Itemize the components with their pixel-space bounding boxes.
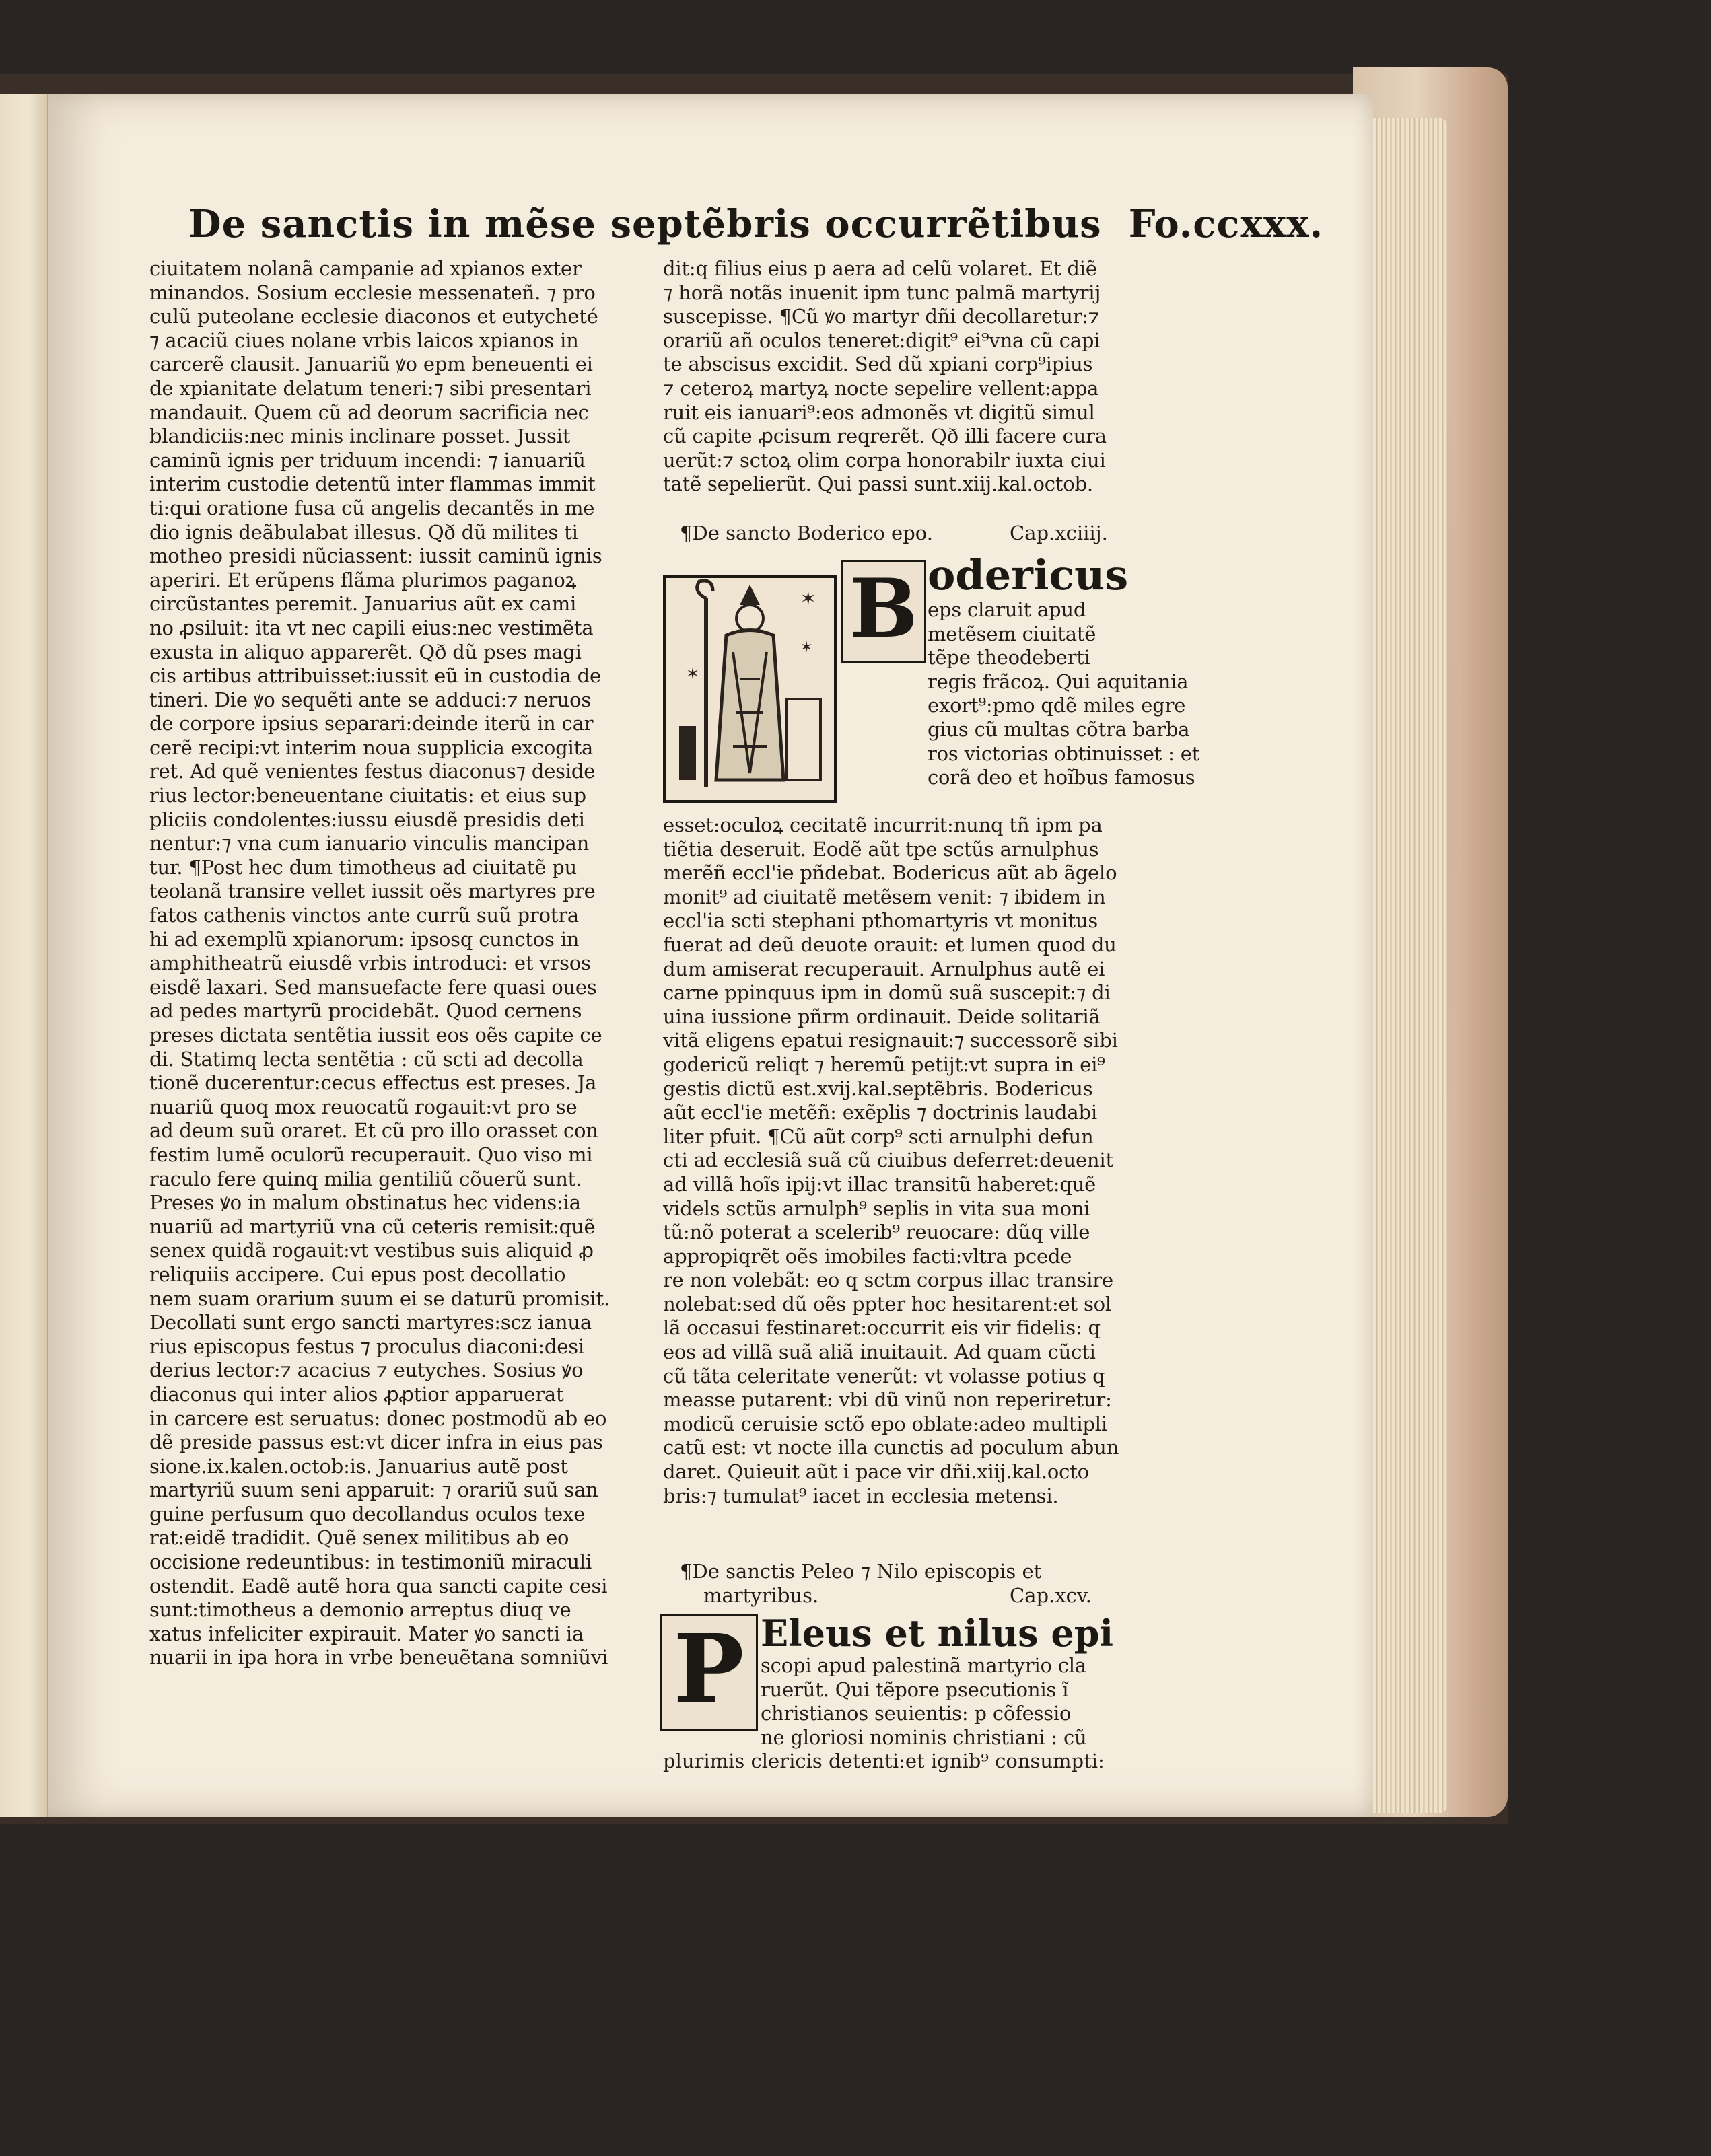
text-line: tionẽ ducerentur:cecus effectus est preses. Ja — [149, 1071, 597, 1095]
text-line: tineri. Die ꝟo sequẽti ante se adduci:⁊ neruos — [149, 688, 592, 711]
text-line: cerẽ recipi:vt interim noua supplicia excogita — [149, 735, 594, 759]
text-line: monit⁹ ad ciuitatẽ metẽsem venit: ⁊ ibidem in — [663, 885, 1106, 908]
text-line: merẽñ eccl'ie pñdebat. Bodericus aũt ab ãgelo — [663, 861, 1117, 885]
text-line: ad deum suũ oraret. Et cũ pro illo orasset con — [149, 1119, 598, 1143]
text-line: nem suam orarium suum ei se daturũ promisit. — [149, 1287, 610, 1310]
text-line: sione.ix.kalen.octob:is. Januarius autẽ post — [149, 1454, 568, 1478]
text-line: preses dictata sentẽtia iussit eos oẽs capite ce — [149, 1023, 602, 1046]
text-line: eps claruit apud — [928, 598, 1086, 621]
text-line: rius episcopus festus ⁊ proculus diaconi:desi — [149, 1334, 584, 1358]
text-line: ruerũt. Qui tẽpore psecutionis ĩ — [761, 1678, 1069, 1701]
text-line: cũ tãta celeritate venerũt: vt volasse potius q — [663, 1364, 1105, 1388]
text-line: ciuitatem nolanã campanie ad xpianos exter — [149, 257, 582, 280]
text-line: suscepisse. ¶Cũ ꝟo martyr dñi decollaretur:⁊ — [663, 305, 1100, 328]
text-line: nuariũ ad martyriũ vna cũ ceteris remisit:quẽ — [149, 1215, 596, 1238]
text-line: esset:oculoꝝ cecitatẽ incurrit:nunq tñ ipm pa — [663, 814, 1103, 836]
text-line: godericũ reliqt ⁊ heremũ petijt:vt supra in ei⁹ — [663, 1052, 1105, 1076]
text-line: orariũ añ oculos teneret:digit⁹ ei⁹vna cũ capi — [663, 328, 1101, 352]
text-line: guine perfusum quo decollandus oculos texe — [149, 1502, 586, 1525]
woodcut-bishop-illustration — [663, 575, 837, 803]
chapter-94-number: Cap.xciiij. — [1010, 522, 1108, 544]
chapter-94-title: ¶De sancto Boderico epo. — [680, 522, 933, 544]
text-line: motheo presidi nũciassent: iussit caminũ ignis — [149, 544, 602, 568]
text-line: fatos cathenis vinctos ante currũ suũ protra — [149, 904, 579, 927]
text-line: measse putarent: vbi dũ vinũ non reperiretur: — [663, 1388, 1112, 1412]
text-line: culũ puteolane ecclesie diaconos et eutycheté — [149, 305, 598, 328]
text-line: corã deo et hoĩbus famosus — [928, 766, 1195, 789]
text-line: te abscisus excidit. Sed dũ xpiani corp⁹ipius — [663, 353, 1093, 376]
text-line: ostendit. Eadẽ autẽ hora qua sancti capite cesi — [149, 1574, 608, 1597]
text-line: festim lumẽ oculorũ recuperauit. Quo viso mi — [149, 1143, 593, 1166]
text-line: cũ capite ꝓcisum reqrerẽt. Qð illi facere cura — [663, 425, 1107, 448]
text-line: ne gloriosi nominis christiani : cũ — [761, 1725, 1087, 1749]
text-line: no ꝓsiluit: ita vt nec capili eius:nec vestimẽta — [149, 616, 594, 639]
svg-text:✶: ✶ — [686, 664, 700, 683]
text-line: dit:q filius eius p aera ad celũ volaret. Et diẽ — [663, 257, 1097, 280]
text-line: re non volebãt: eo q sctm corpus illac transire — [663, 1268, 1113, 1292]
text-line: carne ppinquus ipm in domũ suã suscepit:⁊ di — [663, 981, 1111, 1005]
text-line: catũ est: vt nocte illa cunctis ad poculum abun — [663, 1436, 1119, 1460]
text-line: reliquiis accipere. Cui epus post decollatio — [149, 1262, 566, 1286]
text-line: christianos seuientis: p cõfessio — [761, 1702, 1072, 1725]
right-text-column-top — [663, 257, 1161, 497]
text-line: di. Statimq lecta sentẽtia : cũ scti ad decolla — [149, 1047, 584, 1071]
right-text-column-middle — [663, 814, 1161, 1508]
text-line: videls sctũs arnulph⁹ seplis in vita sua moni — [663, 1196, 1090, 1220]
text-beside-initial-P — [761, 1654, 1164, 1750]
text-line: cti ad ecclesiã suã cũ ciuibus deferret:deuenit — [663, 1149, 1113, 1172]
text-line: tẽpe theodeberti — [928, 646, 1090, 670]
text-line: tũ:nõ poterat a scelerib⁹ reuocare: dũq ville — [663, 1221, 1090, 1244]
text-line: hi ad exemplũ xpianorum: ipsosq cunctos in — [149, 927, 580, 951]
text-line: gestis dictũ est.xvij.kal.septẽbris. Bodericus — [663, 1077, 1093, 1100]
text-line: eisdẽ laxari. Sed mansuefacte fere quasi oues — [149, 975, 597, 999]
text-beside-woodcut — [928, 598, 1200, 790]
text-line: carcerẽ clausit. Januariũ ꝟo epm beneuenti ei — [149, 353, 593, 376]
left-page-edge — [0, 94, 48, 1817]
text-line: occisione redeuntibus: in testimoniũ miraculi — [149, 1550, 592, 1574]
text-line: cis artibus attribuisset:iussit eũ in custodia de — [149, 664, 601, 688]
text-line: de corpore ipsius separari:deinde iterũ in car — [149, 712, 594, 735]
text-line: Decollati sunt ergo sancti martyres:scz ianua — [149, 1311, 592, 1334]
chapter-95-title-line1: ¶De sanctis Peleo ⁊ Nilo episcopis et — [680, 1560, 1042, 1583]
text-line: appropiqrẽt oẽs imobiles facti:vltra pcede — [663, 1244, 1072, 1268]
heading-title: De sanctis in mẽse septẽbris occurrẽtibus — [188, 202, 1102, 246]
text-line: liter pfuit. ¶Cũ aũt corp⁹ scti arnulphi defun — [663, 1124, 1094, 1148]
text-line: senex quidã rogauit:vt vestibus suis aliquid ꝓ — [149, 1239, 594, 1262]
text-line: eos ad villã suã aliã inuitauit. Ad quam cũcti — [663, 1340, 1096, 1364]
text-line: tatẽ sepelierũt. Qui passi sunt.xiij.kal.octob. — [663, 472, 1093, 496]
text-line: nuarii in ipa hora in vrbe beneuẽtana somniũvi — [149, 1646, 608, 1669]
text-line: exusta in aliquo apparerẽt. Qð dũ pses magi — [149, 640, 582, 663]
text-line: metẽsem ciuitatẽ — [928, 622, 1096, 645]
text-line: ros victorias obtinuisset : et — [928, 742, 1200, 765]
text-line: diaconus qui inter alios ꝓꝓtior apparuerat — [149, 1382, 564, 1406]
text-line: mandauit. Quem cũ ad deorum sacrificia nec — [149, 400, 589, 424]
text-line: lã occasui festinaret:occurrit eis vir fidelis: q — [663, 1316, 1101, 1340]
text-line: fuerat ad deũ deuote orauit: et lumen quod du — [663, 933, 1117, 956]
page-stack-edges — [1373, 118, 1447, 1813]
right-column-last-line: plurimis clericis detenti:et ignib⁹ consumpti: — [663, 1750, 1105, 1772]
left-text-column — [149, 257, 661, 1670]
text-line: nuariũ quoq mox reuocatũ rogauit:vt pro se — [149, 1095, 578, 1118]
svg-text:✶: ✶ — [800, 639, 813, 656]
text-line: martyriũ suum seni apparuit: ⁊ orariũ suũ san — [149, 1478, 598, 1502]
text-line: ruit eis ianuari⁹:eos admonẽs vt digitũ simul — [663, 400, 1095, 424]
text-line: blandiciis:nec minis inclinare posset. Jussit — [149, 425, 571, 448]
text-line: xatus infeliciter expirauit. Mater ꝟo sancti ia — [149, 1622, 584, 1645]
running-heading — [188, 202, 1324, 256]
text-line: ⁊ acaciũ ciues nolane vrbis laicos xpianos in — [149, 328, 579, 352]
text-line: nolebat:sed dũ oẽs ppter hoc hesitarent:et sol — [663, 1292, 1111, 1316]
text-line: regis frãcoꝝ. Qui aquitania — [928, 670, 1189, 693]
text-line: de xpianitate delatum teneri:⁊ sibi presentari — [149, 376, 592, 400]
text-line: ⁊ ceteroꝝ martyꝝ nocte sepelire vellent:appa — [663, 376, 1099, 400]
chapter-95-title-line2: martyribus. — [703, 1584, 819, 1607]
text-line: aũt eccl'ie metẽñ: exẽplis ⁊ doctrinis laudabi — [663, 1101, 1097, 1124]
text-line: vitã eligens epatui resignauit:⁊ successorẽ sibi — [663, 1029, 1118, 1052]
text-line: ad villã hoĩs ipij:vt illac transitũ haberet:quẽ — [663, 1172, 1096, 1196]
text-line: exort⁹:pmo qdẽ miles egre — [928, 694, 1186, 717]
text-line: ⁊ horã notãs inuenit ipm tunc palmã martyrij — [663, 281, 1101, 304]
initial-P-word: Eleus et nilus epi — [761, 1612, 1113, 1655]
folio-number: Fo.ccxxx. — [1128, 202, 1324, 246]
text-line: scopi apud palestinã martyrio cla — [761, 1654, 1086, 1677]
text-line: minandos. Sosium ecclesie messenateñ. ⁊ pro — [149, 281, 596, 304]
text-line: derius lector:⁊ acacius ⁊ eutyches. Sosius ꝟo — [149, 1359, 584, 1382]
text-line: nentur:⁊ vna cum ianuario vinculis mancipan — [149, 832, 590, 855]
text-line: caminũ ignis per triduum incendi: ⁊ ianuariũ — [149, 448, 586, 472]
text-line: amphitheatrũ eiusdẽ vrbis introduci: et vrsos — [149, 951, 591, 975]
text-line: ret. Ad quẽ venientes festus diaconus⁊ deside — [149, 760, 596, 783]
text-line: uerũt:⁊ sctoꝝ olim corpa honorabilr iuxta ciui — [663, 448, 1106, 472]
text-line: circũstantes peremit. Januarius aũt ex cami — [149, 592, 577, 616]
text-line: sunt:timotheus a demonio arreptus diuq ve — [149, 1598, 571, 1622]
chapter-95-number: Cap.xcv. — [1010, 1584, 1092, 1607]
text-line: gius cũ multas cõtra barba — [928, 717, 1190, 741]
text-line: teolanã transire vellet iussit oẽs martyres pre — [149, 879, 596, 903]
text-line: dio ignis deãbulabat illesus. Qð dũ milites ti — [149, 520, 578, 544]
text-line: interim custodie detentũ inter flammas immit — [149, 472, 596, 496]
text-line: raculo fere quinq milia gentiliũ cõuerũ sunt. — [149, 1167, 582, 1190]
text-line: tur. ¶Post hec dum timotheus ad ciuitatẽ pu — [149, 855, 578, 879]
svg-text:✶: ✶ — [800, 587, 816, 610]
text-line: rat:eidẽ tradidit. Quẽ senex militibus ab eo — [149, 1526, 569, 1550]
text-line: pliciis condolentes:iussu eiusdẽ presidis deti — [149, 807, 585, 831]
initial-letter-B: B — [841, 560, 926, 663]
text-line: in carcere est seruatus: donec postmodũ ab eo — [149, 1406, 607, 1430]
text-line: eccl'ia scti stephani pthomartyris vt monitus — [663, 909, 1098, 933]
text-line: uina iussione pñrm ordinauit. Deide solitariã — [663, 1005, 1101, 1028]
text-line: rius lector:beneuentane ciuitatis: et eius sup — [149, 784, 586, 807]
text-line: aperiri. Et erũpens flãma plurimos paganoꝝ — [149, 568, 577, 591]
text-line: daret. Quieuit aũt i pace vir dñi.xiij.kal.octo — [663, 1460, 1089, 1484]
text-line: modicũ ceruisie sctõ epo oblate:adeo multipli — [663, 1412, 1107, 1435]
text-line: dẽ preside passus est:vt dicer infra in eius pas — [149, 1431, 603, 1454]
bishop-woodcut-image — [666, 578, 834, 800]
text-line: dum amiserat recuperauit. Arnulphus autẽ ei — [663, 957, 1105, 980]
text-line: tiẽtia deseruit. Eodẽ aũt tpe sctũs arnulphus — [663, 837, 1099, 861]
initial-B-word: odericus — [928, 550, 1129, 600]
text-line: Preses ꝟo in malum obstinatus hec videns:ia — [149, 1191, 581, 1215]
initial-letter-P: P — [660, 1614, 758, 1731]
text-line: bris:⁊ tumulat⁹ iacet in ecclesia metensi. — [663, 1484, 1059, 1507]
text-line: ad pedes martyrũ procidebãt. Quod cernens — [149, 999, 582, 1023]
text-line: ti:qui oratione fusa cũ angelis decantẽs in me — [149, 496, 595, 519]
